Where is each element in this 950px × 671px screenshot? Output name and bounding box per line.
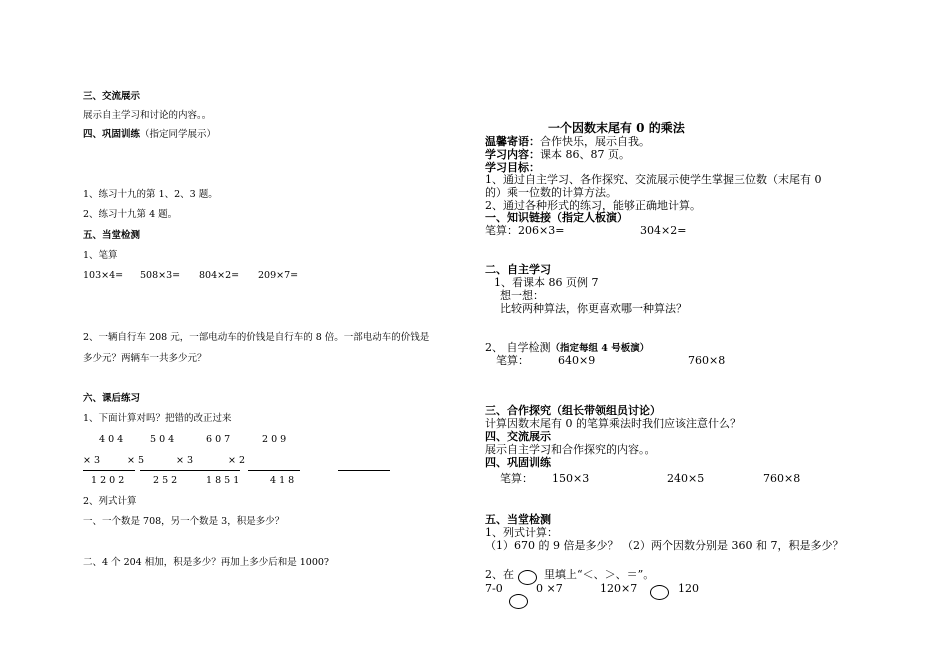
compare-b-oval-icon[interactable] [650,585,669,600]
left-sec4-note: （指定同学展示） [140,129,217,140]
vert-top-4: 2 0 9 [262,434,287,445]
left-calc-3: 804×2= [199,270,240,281]
vert-mult-4: × 2 [228,455,246,466]
vert-line-5 [338,470,390,471]
sec2-check-note: （指定每组 4 号板演） [550,343,650,354]
vert-line-3 [190,470,240,471]
sec2-item1: 1、看课本 86 页例 7 [494,276,599,289]
vert-line-4 [248,470,300,471]
goal2: 2、通过各种形式的练习，能够正确地计算。 [485,199,701,212]
left-sec4-heading [83,130,216,141]
compare-b-left: 120×7 [600,582,638,595]
content-text: 课本 86、87 页。 [540,148,630,161]
goal1-line2: 的）乘一位数的计算方法。 [485,186,617,199]
motto-label: 温馨寄语： [485,135,540,148]
motto-line [485,136,650,149]
sec2-compare: 比较两种算法，你更喜欢哪一种算法？ [500,302,687,315]
left-calc-2: 508×3= [140,270,181,281]
sec2-title: 二、自主学习 [485,263,551,276]
vert-mult-3: × 3 [176,455,194,466]
vert-result-1: 1 2 0 2 [91,475,125,486]
left-calc-1: 103×4= [83,270,124,281]
sec5-item1: 1、列式计算： [485,526,558,539]
motto-text: 合作快乐，展示自我。 [540,135,650,148]
left-q2-line1: 2、一辆自行车 208 元，一部电动车的价钱是自行车的 8 倍。一部电动车的价钱是 [83,332,430,343]
left-p1: 1、笔算 [83,250,118,261]
left-hw2-q2: 二、4 个 204 相加，积是多少？再加上多少后和是 1000? [83,557,330,568]
left-hw1: 1、下面计算对吗？把错的改正过来 [83,413,232,424]
sec5-item1-questions: （1）670 的 9 倍是多少？ （2）两个因数分别是 360 和 7，积是多少？ [485,539,844,552]
sec5-item2-b: 里填上“＜、＞、＝”。 [544,568,655,581]
vert-line-2 [140,470,190,471]
left-calc-4: 209×7= [258,270,299,281]
vert-mult-1: × 3 [83,455,101,466]
left-exercise-2: 2、练习十九第 4 题。 [83,209,178,220]
sec4b-title: 四、巩固训练 [485,456,551,469]
vert-top-3: 6 0 7 [206,434,231,445]
sec4b-calc-3: 760×8 [763,472,801,485]
left-sec4-title: 四、巩固训练 [83,129,141,140]
content-line [485,149,630,162]
left-sec6-title: 六、课后练习 [83,393,141,404]
goal-label: 学习目标： [485,161,540,174]
vert-top-2: 5 0 4 [150,434,175,445]
sec5-title: 五、当堂检测 [485,513,551,526]
sec2-check-calc-b: 760×8 [688,354,726,367]
sec3-text: 计算因数末尾有 0 的笔算乘法时我们应该注意什么？ [485,417,741,430]
sec5-item2-a: 2、在 [485,568,514,581]
vert-mult-2: × 5 [127,455,145,466]
compare-a-oval-icon[interactable] [509,594,528,609]
sec4b-calc-label: 笔算： [500,472,533,485]
sec2-check-label: 2、 自学检测 [485,341,551,354]
sec4-text: 展示自主学习和合作探究的内容。。 [485,443,656,456]
compare-a-left: 7-0 [485,582,503,595]
left-hw2-q1: 一、一个数是 708，另一个数是 3，积是多少？ [83,516,285,527]
sec1-title: 一、知识链接（指定人板演） [485,211,628,224]
left-exercise-1: 1、练习十九的第 1、2、3 题。 [83,189,218,200]
left-sec3-title: 三、交流展示 [83,91,141,102]
sec2-check-heading [485,342,649,355]
left-hw2: 2、列式计算 [83,496,137,507]
compare-b-right: 120 [678,582,699,595]
sec4b-calc-2: 240×5 [667,472,705,485]
sec2-check-calc-label: 笔算： [496,354,529,367]
sec1-calc-a: 笔算：206×3= [485,224,565,237]
sec2-think: 想一想： [500,289,544,302]
left-q2-line2: 多少元？两辆车一共多少元？ [83,353,207,364]
goal1-line1: 1、通过自主学习、各作探究、交流展示使学生掌握三位数（末尾有 0 [485,173,822,186]
vert-top-1: 4 0 4 [99,434,124,445]
vert-result-3: 1 8 5 1 [206,475,240,486]
left-sec5-title: 五、当堂检测 [83,230,141,241]
sec2-check-calc-a: 640×9 [558,354,596,367]
vert-result-2: 2 5 2 [153,475,178,486]
content-label: 学习内容： [485,148,540,161]
left-sec3-text: 展示自主学习和讨论的内容。。 [83,110,212,121]
sec3-title: 三、合作探究（组长带领组员讨论） [485,404,661,417]
page-title: 一个因数末尾有 0 的乘法 [548,121,685,135]
sec1-calc-b: 304×2= [640,224,687,237]
sec4-title: 四、交流展示 [485,430,551,443]
vert-result-4: 4 1 8 [270,475,295,486]
vert-line-1 [83,470,135,471]
sec4b-calc-1: 150×3 [552,472,590,485]
blank-oval-icon [518,570,537,585]
compare-a-right: 0 ×7 [536,582,563,595]
